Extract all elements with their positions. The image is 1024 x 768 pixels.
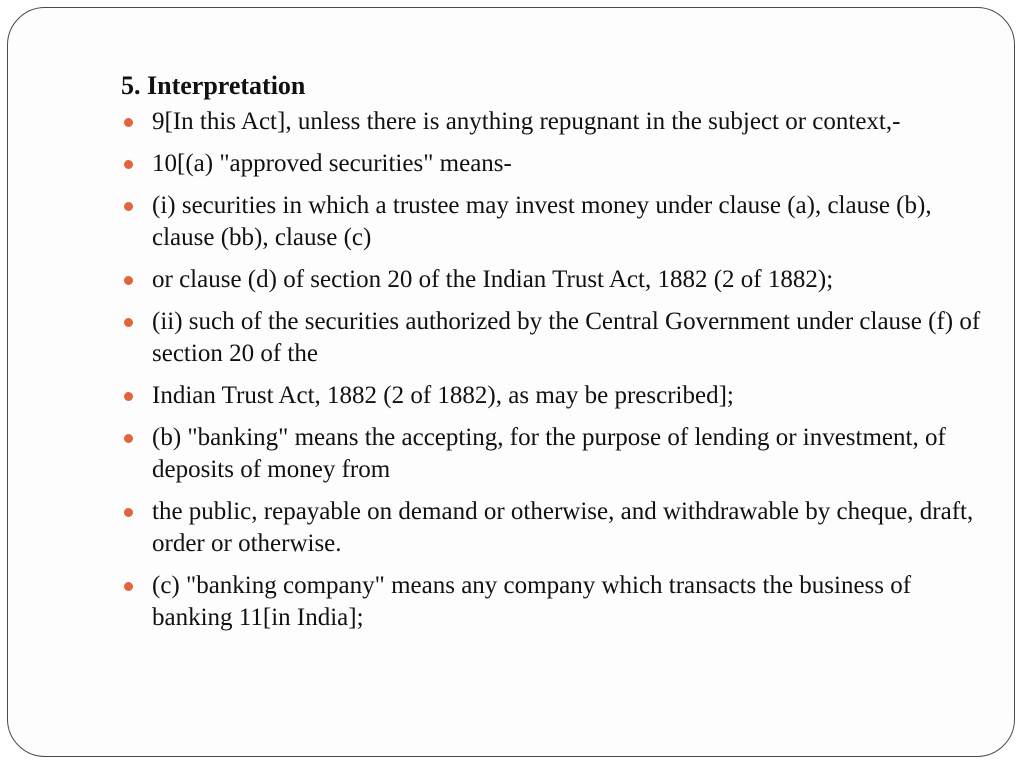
bullet-dot-icon	[124, 318, 133, 327]
bullet-dot-icon	[124, 508, 133, 517]
bullet-dot-icon	[124, 118, 133, 127]
bullet-text: 9[In this Act], unless there is anything repugnant in the subject or context,-	[152, 108, 901, 135]
bullet-item	[121, 422, 982, 486]
bullet-text: (b) "banking" means the accepting, for the purpose of lending or investment, of deposits of money from	[152, 424, 946, 483]
bullet-dot-icon	[124, 160, 133, 169]
bullet-dot-icon	[124, 202, 133, 211]
bullet-item	[121, 496, 982, 560]
bullet-text: Indian Trust Act, 1882 (2 of 1882), as may be prescribed];	[152, 382, 734, 409]
bullet-list	[121, 106, 981, 634]
bullet-item	[121, 190, 982, 254]
bullet-text: or clause (d) of section 20 of the Indian Trust Act, 1882 (2 of 1882);	[152, 266, 834, 293]
slide-heading: 5. Interpretation	[121, 71, 306, 100]
bullet-text: (ii) such of the securities authorized by the Central Government under clause (f) of section 20 of the	[152, 308, 981, 367]
bullet-text: (c) "banking company" means any company which transacts the business of banking 11[in India];	[152, 572, 912, 631]
slide-content	[121, 68, 981, 644]
bullet-text: the public, repayable on demand or otherwise, and withdrawable by cheque, draft, order or otherwise.	[152, 498, 974, 557]
bullet-item	[121, 380, 982, 412]
bullet-dot-icon	[124, 434, 133, 443]
bullet-item	[121, 148, 982, 180]
bullet-item	[121, 306, 982, 370]
bullet-item	[121, 106, 982, 138]
bullet-dot-icon	[124, 582, 133, 591]
bullet-item	[121, 264, 982, 296]
bullet-dot-icon	[124, 392, 133, 401]
bullet-text: 10[(a) "approved securities" means-	[152, 150, 512, 177]
bullet-item	[121, 570, 982, 634]
bullet-text: (i) securities in which a trustee may invest money under clause (a), clause (b), clause (bb), clause (c)	[152, 192, 932, 251]
slide-frame	[7, 7, 1015, 757]
bullet-dot-icon	[124, 276, 133, 285]
